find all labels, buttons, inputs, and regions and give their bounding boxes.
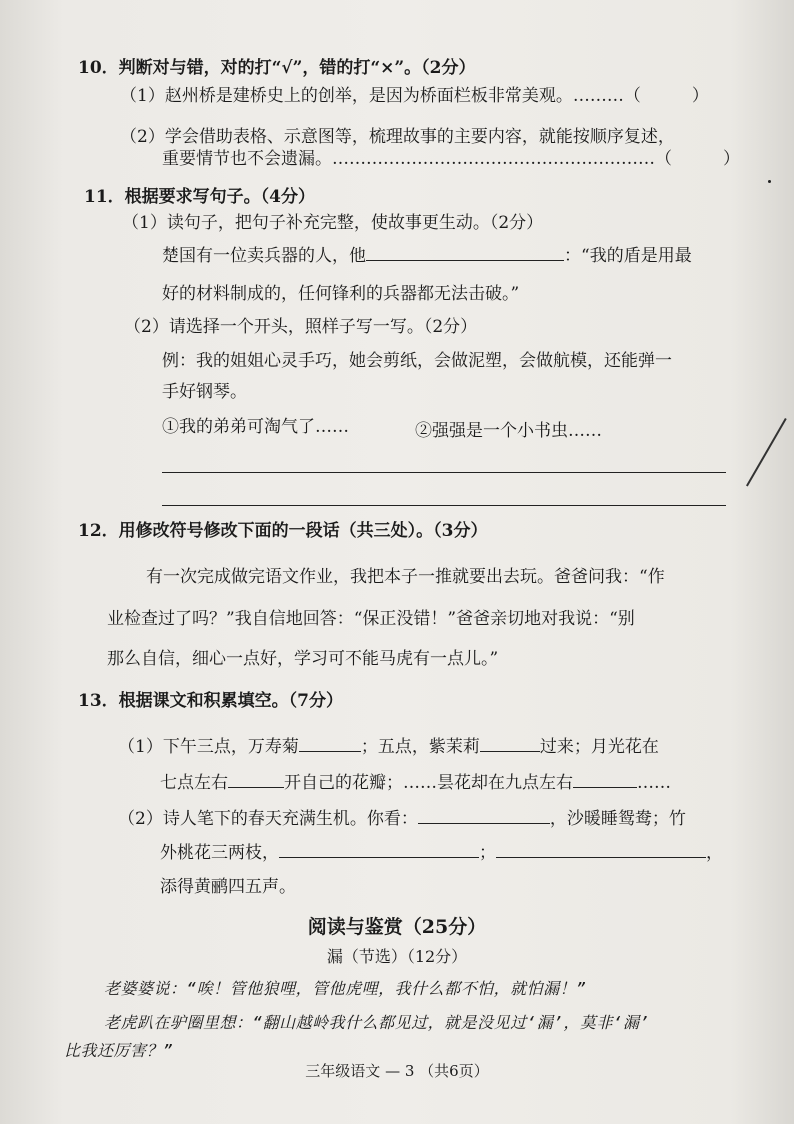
q13-p2-text-b: ，沙暖睡鸳鸯；竹 — [549, 809, 686, 829]
q13-blank-yueguanghua[interactable] — [228, 773, 284, 788]
q13-blank-tanhua[interactable] — [573, 773, 637, 788]
q11-answer-blank[interactable] — [366, 246, 564, 261]
q13-p2-text-a: （2）诗人笔下的春天充满生机。你看： — [118, 809, 418, 829]
q11-option-2: ②强强是一个小书虫…… — [415, 421, 602, 441]
q13-blank-poem-1[interactable] — [418, 809, 550, 824]
q13-p1-text-c: 过来；月光花在 — [539, 737, 659, 757]
q11-example-line-1: 例：我的姐姐心灵手巧，她会剪纸，会做泥塑，会做航模，还能弹一 — [162, 351, 672, 371]
q13-part-2-line-1 — [118, 808, 686, 830]
q13-p2-text-e: ， — [706, 843, 723, 863]
q13-part-1-line-2 — [160, 772, 671, 794]
q13-part-1-line-1 — [118, 736, 659, 758]
passage-title: 漏（节选）（12分） — [326, 947, 468, 966]
q13-p1-text-d: 七点左右 — [160, 773, 228, 793]
passage-line-2: 老虎趴在驴圈里想：“翻山越岭我什么都见过，就是没见过‘漏’，莫非‘漏’ — [104, 1013, 650, 1032]
q13-p1-text-e: 开自己的花瓣；……昙花却在九点左右 — [284, 773, 573, 793]
q10-item-2-line-1: （2）学会借助表格、示意图等，梳理故事的主要内容，就能按顺序复述， — [120, 127, 675, 147]
q13-blank-poem-3[interactable] — [496, 843, 706, 858]
pen-stroke-mark — [746, 418, 786, 486]
q10-item-1: （1）赵州桥是建桥史上的创举，是因为桥面栏板非常美观。………（ ） — [120, 86, 709, 106]
q11-writing-line-1[interactable] — [162, 472, 726, 473]
q11-part-1-text-a: 楚国有一位卖兵器的人，他 — [162, 246, 366, 266]
page-footer: 三年级语文 — 3 （共6页） — [305, 1062, 489, 1080]
q13-part-2-line-2 — [160, 842, 723, 864]
q10-heading: 10．判断对与错，对的打“√”，错的打“×”。（2分） — [78, 58, 476, 78]
q11-part-1-line-2: 好的材料制成的，任何锋利的兵器都无法击破。” — [162, 284, 520, 304]
stray-dot — [768, 180, 771, 183]
q10-item-2-line-2: 重要情节也不会遗漏。…………………………………………………（ ） — [162, 149, 740, 169]
q13-p1-text-a: （1）下午三点，万寿菊 — [118, 737, 299, 757]
q11-option-1: ①我的弟弟可淘气了…… — [162, 417, 349, 437]
q13-blank-zimoli[interactable] — [480, 737, 540, 752]
q13-p2-text-d: ； — [479, 843, 496, 863]
q13-heading: 13．根据课文和积累填空。（7分） — [78, 691, 343, 711]
q13-p1-text-f: …… — [637, 773, 671, 793]
q11-writing-line-2[interactable] — [162, 505, 726, 506]
q12-paragraph-line-3: 那么自信，细心一点好，学习可不能马虎有一点儿。” — [107, 649, 499, 669]
q13-p2-text-c: 外桃花三两枝， — [160, 843, 279, 863]
q13-part-2-line-3: 添得黄鹂四五声。 — [160, 877, 296, 897]
q12-heading: 12．用修改符号修改下面的一段话（共三处）。（3分） — [78, 521, 488, 541]
q11-part-2-heading: （2）请选择一个开头，照样子写一写。（2分） — [124, 317, 478, 337]
q11-part-1-text-b: ：“我的盾是用最 — [564, 246, 692, 266]
passage-line-1: 老婆婆说：“唉！管他狼哩，管他虎哩，我什么都不怕，就怕漏！” — [104, 979, 587, 998]
q11-example-line-2: 手好钢琴。 — [162, 382, 247, 402]
reading-section-title: 阅读与鉴赏（25分） — [307, 916, 487, 938]
q12-paragraph-line-2: 业检查过了吗？”我自信地回答：“保正没错！”爸爸亲切地对我说：“别 — [107, 609, 635, 629]
q11-heading: 11．根据要求写句子。（4分） — [84, 187, 315, 207]
q13-blank-wanshouju[interactable] — [299, 737, 361, 752]
q13-blank-poem-2[interactable] — [279, 843, 479, 858]
q12-paragraph-line-1: 有一次完成做完语文作业，我把本子一推就要出去玩。爸爸问我：“作 — [146, 567, 665, 587]
q11-part-1-heading: （1）读句子，把句子补充完整，使故事更生动。（2分） — [122, 213, 544, 233]
passage-line-3: 比我还厉害？” — [64, 1041, 174, 1060]
q11-part-1-line-1 — [162, 245, 692, 267]
q13-p1-text-b: ；五点，紫茉莉 — [360, 737, 480, 757]
